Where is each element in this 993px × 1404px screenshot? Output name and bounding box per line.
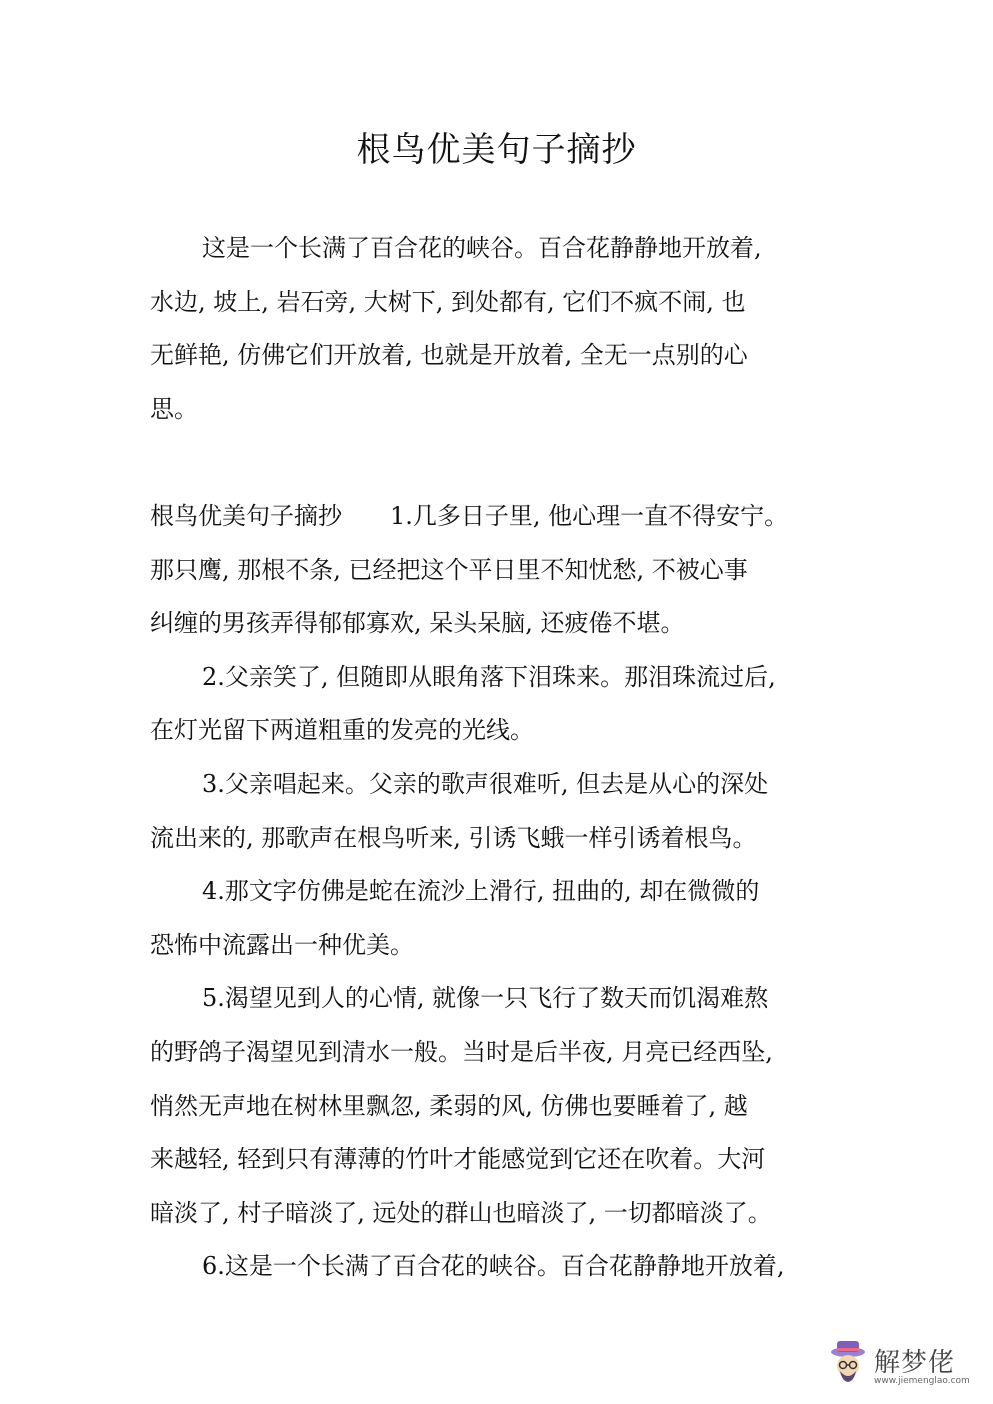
text-line: 悄然无声地在树林里飘忽, 柔弱的风, 仿佛也要睡着了, 越 xyxy=(150,1091,748,1120)
text-line: 纠缠的男孩弄得郁郁寡欢, 呆头呆脑, 还疲倦不堪。 xyxy=(150,609,685,638)
paragraph-gap xyxy=(150,436,850,490)
text-line: 无鲜艳, 仿佛它们开放着, 也就是开放着, 全无一点别的心 xyxy=(150,341,748,370)
text-line: 暗淡了, 村子暗淡了, 远处的群山也暗淡了, 一切都暗淡了。 xyxy=(150,1198,772,1227)
text-line: 在灯光留下两道粗重的发亮的光线。 xyxy=(150,716,534,745)
mascot-logo-icon xyxy=(826,1338,870,1394)
text-line: 根鸟优美句子摘抄 1.几多日子里, 他心理一直不得安宁。 xyxy=(150,501,789,530)
text-line: 来越轻, 轻到只有薄薄的竹叶才能感觉到它还在吹着。大河 xyxy=(150,1145,766,1174)
text-line: 思。 xyxy=(150,394,198,423)
text-line: 恐怖中流露出一种优美。 xyxy=(150,930,414,959)
watermark-url: www.jiemenglao.com xyxy=(874,1376,970,1386)
text-line: 这是一个长满了百合花的峡谷。百合花静静地开放着, xyxy=(202,234,762,262)
text-line: 水边, 坡上, 岩石旁, 大树下, 到处都有, 它们不疯不闹, 也 xyxy=(150,287,746,316)
text-line: 4.那文字仿佛是蛇在流沙上滑行, 扭曲的, 却在微微的 xyxy=(202,877,760,906)
text-line: 6.这是一个长满了百合花的峡谷。百合花静静地开放着, xyxy=(202,1252,785,1281)
watermark-name: 解梦佬 xyxy=(874,1348,956,1378)
text-line: 流出来的, 那歌声在根鸟听来, 引诱飞蛾一样引诱着根鸟。 xyxy=(150,823,757,852)
document-body xyxy=(150,222,850,1294)
text-line: 那只鹰, 那根不条, 已经把这个平日里不知忧愁, 不被心事 xyxy=(150,555,748,584)
text-line: 2.父亲笑了, 但随即从眼角落下泪珠来。那泪珠流过后, xyxy=(202,662,776,691)
text-line: 5.渴望见到人的心情, 就像一只飞行了数天而饥渴难熬 xyxy=(202,984,769,1013)
text-line: 的野鸽子渴望见到清水一般。当时是后半夜, 月亮已经西坠, xyxy=(150,1037,773,1066)
site-watermark xyxy=(826,1336,976,1396)
page-title: 根鸟优美句子摘抄 xyxy=(356,130,637,170)
text-line: 3.父亲唱起来。父亲的歌声很难听, 但去是从心的深处 xyxy=(202,769,769,798)
